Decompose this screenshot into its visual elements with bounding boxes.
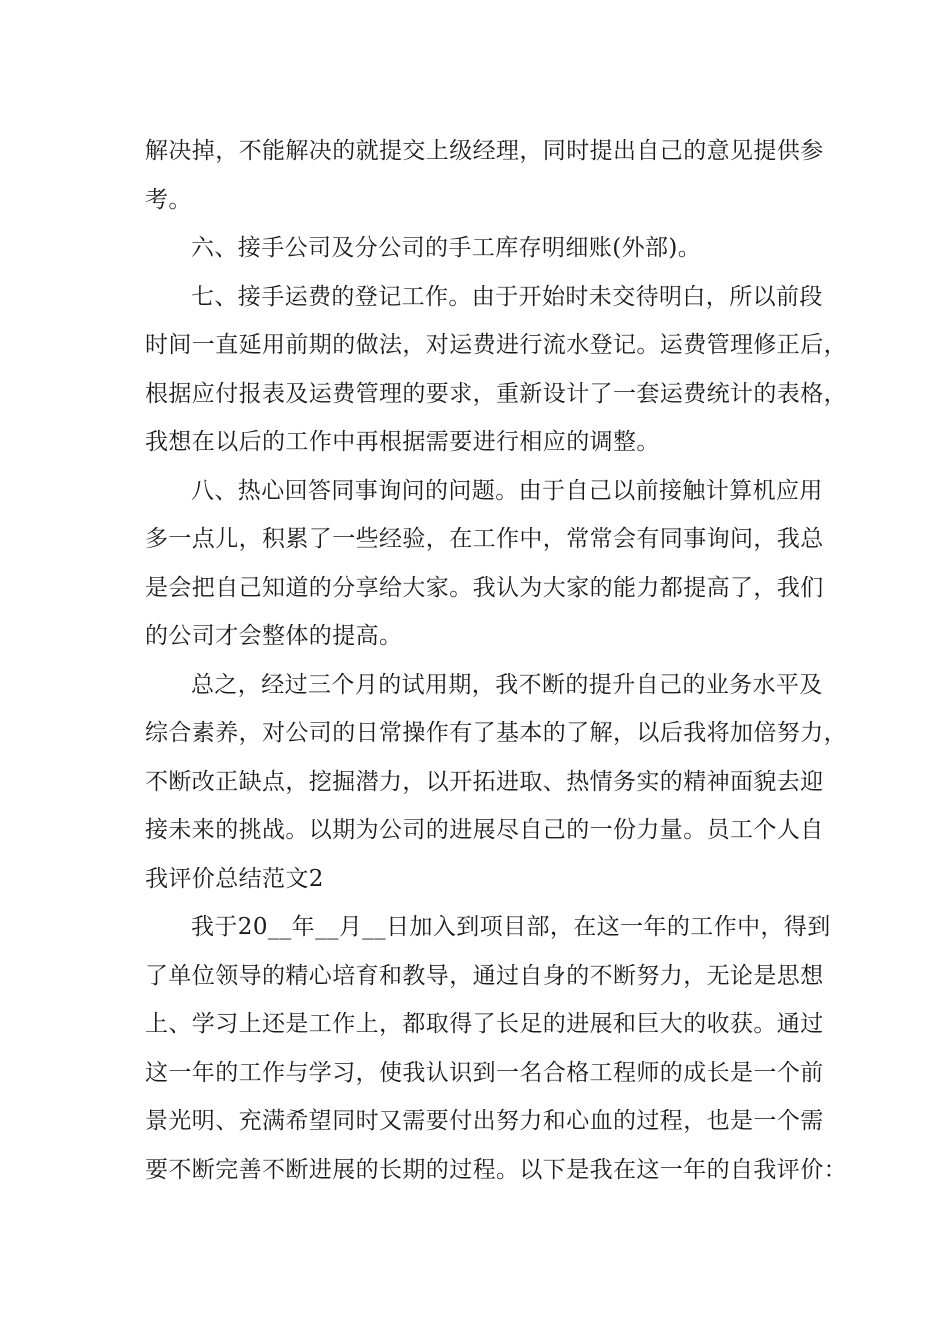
- text-line: 多一点儿，积累了一些经验，在工作中，常常会有同事询问，我总: [145, 526, 824, 552]
- text-line: 上、学习上还是工作上，都取得了长足的进展和巨大的收获。通过: [145, 1011, 824, 1037]
- text-line: 根据应付报表及运费管理的要求，重新设计了一套运费统计的表格，: [145, 380, 847, 407]
- paragraph-first-line: 我于20__年__月__日加入到项目部，在这一年的工作中，得到: [191, 914, 831, 940]
- document-body: [145, 127, 847, 1194]
- text-line: 不断改正缺点，挖掘潜力，以开拓进取、热情务实的精神面貌去迎: [145, 768, 824, 795]
- paragraph-first-line: 七、接手运费的登记工作。由于开始时未交待明白，所以前段: [191, 283, 823, 310]
- text-line: 我想在以后的工作中再根据需要进行相应的调整。: [145, 429, 660, 455]
- text-line: 时间一直延用前期的做法，对运费进行流水登记。运费管理修正后，: [145, 332, 847, 358]
- paragraph-first-line: 总之，经过三个月的试用期，我不断的提升自己的业务水平及: [191, 671, 823, 698]
- text-line: 解决掉，不能解决的就提交上级经理，同时提出自己的意见提供参: [145, 138, 824, 164]
- text-line: 要不断完善不断进展的长期的过程。以下是我在这一年的自我评价：: [145, 1156, 847, 1183]
- text-line: 这一年的工作与学习，使我认识到一名合格工程师的成长是一个前: [145, 1059, 824, 1086]
- text-line: 是会把自己知道的分享给大家。我认为大家的能力都提高了，我们: [145, 574, 824, 601]
- text-line: 了单位领导的精心培育和教导，通过自身的不断努力，无论是思想: [145, 962, 824, 989]
- text-line: 综合素养，对公司的日常操作有了基本的了解，以后我将加倍努力，: [145, 720, 847, 746]
- paragraph-first-line: 六、接手公司及分公司的手工库存明细账(外部)。: [191, 235, 702, 261]
- text-line: 的公司才会整体的提高。: [145, 623, 403, 649]
- paragraph-first-line: 八、热心回答同事询问的问题。由于自己以前接触计算机应用: [191, 477, 823, 504]
- text-line: 考。: [145, 186, 192, 213]
- text-line: 我评价总结范文2: [145, 865, 324, 892]
- text-line: 景光明、充满希望同时又需要付出努力和心血的过程，也是一个需: [145, 1108, 824, 1134]
- text-line: 接未来的挑战。以期为公司的进展尽自己的一份力量。员工个人自: [145, 817, 824, 843]
